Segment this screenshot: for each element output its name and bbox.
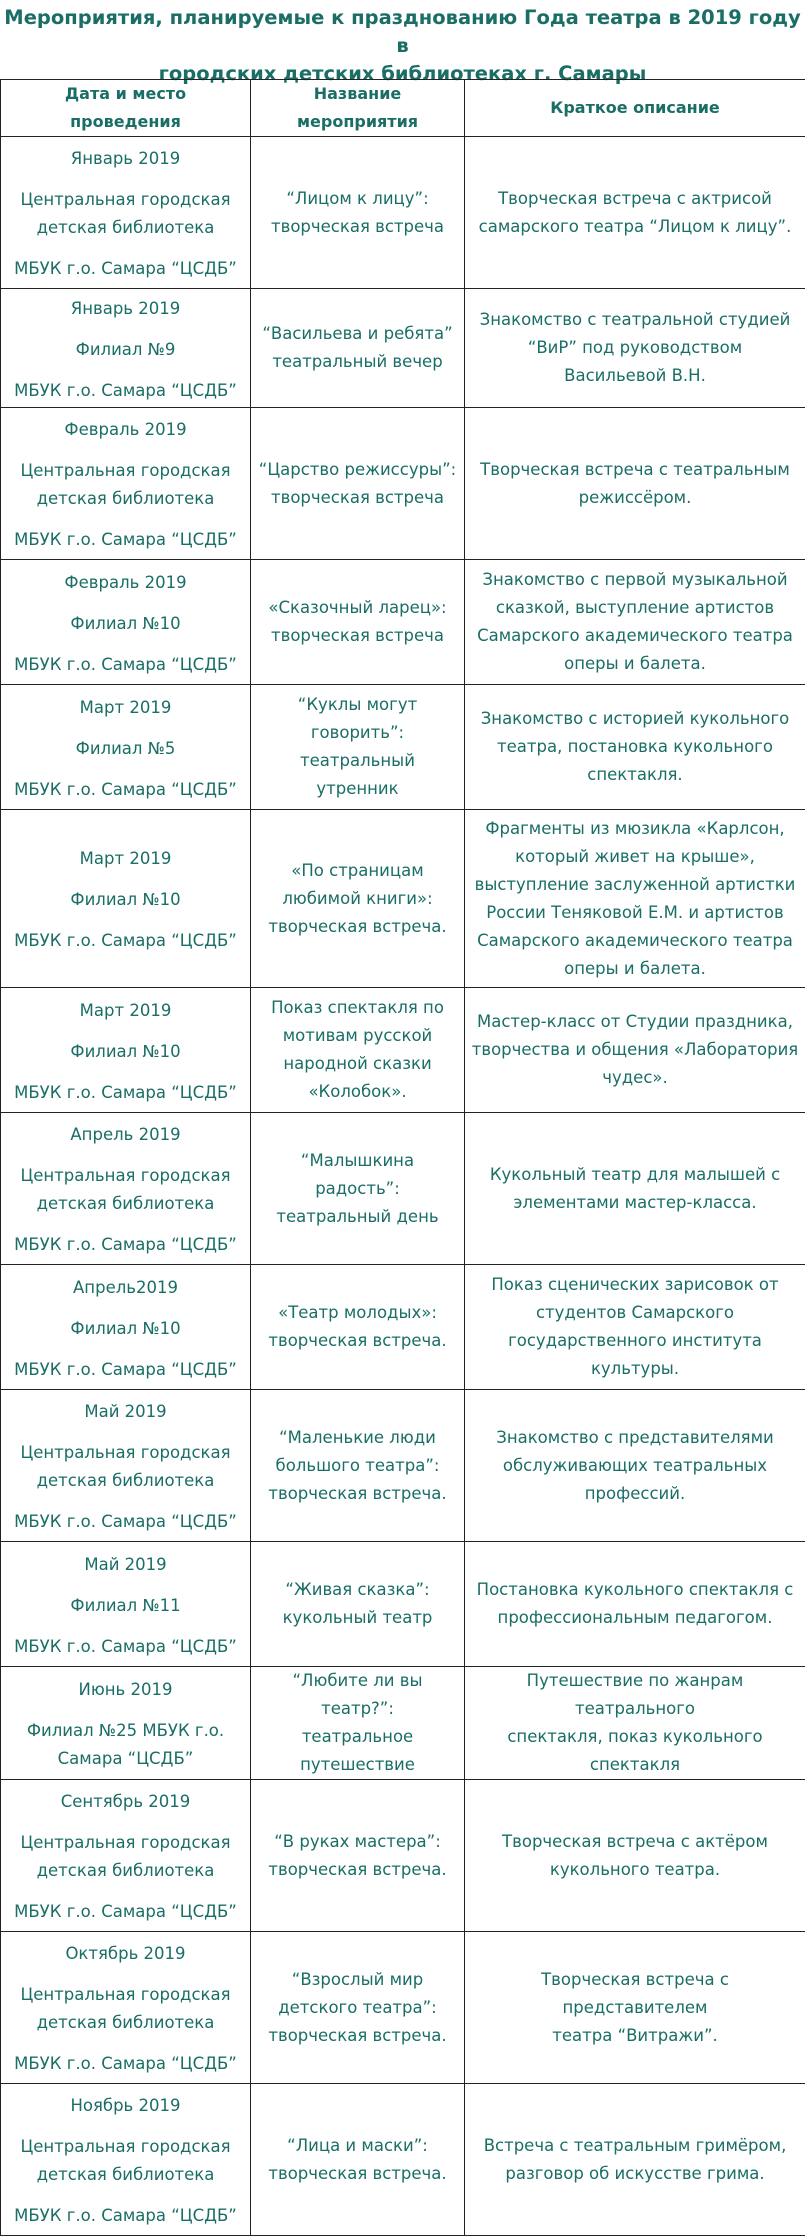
event-date: Февраль 2019 xyxy=(7,416,244,444)
event-name-line: “Лицом к лицу”: xyxy=(257,185,458,213)
event-name-line: путешествие xyxy=(257,1751,458,1779)
event-place: Филиал №10 xyxy=(7,1038,244,1066)
header-description: Краткое описание xyxy=(465,80,805,137)
event-date: Март 2019 xyxy=(7,845,244,873)
event-name-line: театральный вечер xyxy=(257,348,458,376)
description-line: Знакомство с театральной студией xyxy=(471,306,799,334)
description-line: Творческая встреча с актёром xyxy=(471,1828,799,1856)
table-body xyxy=(1,137,805,2236)
event-place: МБУК г.о. Самара “ЦСДБ” xyxy=(7,927,244,955)
event-name-line: «Театр молодых»: xyxy=(257,1299,458,1327)
description-line: кукольного театра. xyxy=(471,1856,799,1884)
event-name-line: “Куклы могут xyxy=(257,691,458,719)
event-place: МБУК г.о. Самара “ЦСДБ” xyxy=(7,255,244,283)
event-place: Центральная городская детская библиотека xyxy=(7,1162,244,1218)
event-place: Филиал №9 xyxy=(7,336,244,364)
event-name-cell xyxy=(251,137,465,289)
description-cell xyxy=(465,1113,805,1265)
table-row xyxy=(1,1542,805,1667)
event-name-line: “Любите ли вы театр?”: xyxy=(257,1667,458,1723)
event-name-line: мотивам русской xyxy=(257,1022,458,1050)
date-place-cell xyxy=(1,810,251,988)
date-place-cell xyxy=(1,988,251,1113)
event-date: Июнь 2019 xyxy=(7,1676,244,1704)
description-line: Встреча с театральным гримёром, xyxy=(471,2132,799,2160)
description-line: Знакомство с первой музыкальной xyxy=(471,566,799,594)
description-cell xyxy=(465,1780,805,1932)
table-row xyxy=(1,810,805,988)
event-name-line: творческая встреча. xyxy=(257,1327,458,1355)
date-place-cell xyxy=(1,1667,251,1780)
event-place: МБУК г.о. Самара “ЦСДБ” xyxy=(7,2202,244,2230)
table-row xyxy=(1,988,805,1113)
description-line: спектакля, показ кукольного xyxy=(471,1723,799,1751)
description-line: профессиональным педагогом. xyxy=(471,1604,799,1632)
event-name-cell xyxy=(251,560,465,685)
table-row xyxy=(1,289,805,408)
event-place: МБУК г.о. Самара “ЦСДБ” xyxy=(7,2050,244,2078)
description-cell xyxy=(465,560,805,685)
event-name-line: “Взрослый мир xyxy=(257,1966,458,1994)
event-name-line: “Живая сказка”: xyxy=(257,1576,458,1604)
event-name-line: «По страницам xyxy=(257,857,458,885)
event-name-line: театральное xyxy=(257,1723,458,1751)
event-name-line: «Колобок». xyxy=(257,1078,458,1106)
description-line: Мастер-класс от Студии праздника, xyxy=(471,1008,799,1036)
date-place-cell xyxy=(1,560,251,685)
event-date: Апрель 2019 xyxy=(7,1121,244,1149)
event-name-line: “Царство режиссуры”: xyxy=(257,456,458,484)
date-place-cell xyxy=(1,1780,251,1932)
event-place: МБУК г.о. Самара “ЦСДБ” xyxy=(7,1898,244,1926)
event-place: Филиал №11 xyxy=(7,1592,244,1620)
event-place: Центральная городская детская библиотека xyxy=(7,1829,244,1885)
event-name-line: театральный день xyxy=(257,1203,458,1231)
event-name-cell xyxy=(251,1667,465,1780)
event-name-line: творческая встреча xyxy=(257,484,458,512)
date-place-cell xyxy=(1,289,251,408)
event-place: МБУК г.о. Самара “ЦСДБ” xyxy=(7,1508,244,1536)
event-name-cell xyxy=(251,1265,465,1390)
table-header-row xyxy=(1,80,805,137)
description-line: выступление заслуженной артистки xyxy=(471,871,799,899)
date-place-cell xyxy=(1,1932,251,2084)
event-date: Январь 2019 xyxy=(7,295,244,323)
event-date: Октябрь 2019 xyxy=(7,1940,244,1968)
description-cell xyxy=(465,1932,805,2084)
event-place: Филиал №10 xyxy=(7,610,244,638)
event-name-cell xyxy=(251,988,465,1113)
description-line: оперы и балета. xyxy=(471,955,799,983)
date-place-cell xyxy=(1,1390,251,1542)
event-name-cell xyxy=(251,1932,465,2084)
table-row xyxy=(1,1265,805,1390)
description-line: оперы и балета. xyxy=(471,650,799,678)
description-line: студентов Самарского xyxy=(471,1299,799,1327)
description-line: режиссёром. xyxy=(471,484,799,512)
description-line: Показ сценических зарисовок от xyxy=(471,1271,799,1299)
event-date: Март 2019 xyxy=(7,694,244,722)
event-name-cell xyxy=(251,1780,465,1932)
description-cell xyxy=(465,289,805,408)
description-cell xyxy=(465,1265,805,1390)
title-line-2: городских детских библиотеках г. Самары xyxy=(0,60,805,88)
event-name-line: народной сказки xyxy=(257,1050,458,1078)
event-name-line: детского театра”: xyxy=(257,1994,458,2022)
description-line: спектакля. xyxy=(471,761,799,789)
event-place: Филиал №5 xyxy=(7,735,244,763)
table-row xyxy=(1,2084,805,2236)
date-place-cell xyxy=(1,1265,251,1390)
event-name-cell xyxy=(251,1542,465,1667)
header-date-place: Дата и место проведения xyxy=(1,80,251,137)
description-line: Творческая встреча с актрисой xyxy=(471,185,799,213)
event-name-line: “Лица и маски”: xyxy=(257,2132,458,2160)
event-place: Центральная городская детская библиотека xyxy=(7,2133,244,2189)
table-row xyxy=(1,1113,805,1265)
description-line: Фрагменты из мюзикла «Карлсон, xyxy=(471,815,799,843)
event-place: МБУК г.о. Самара “ЦСДБ” xyxy=(7,651,244,679)
event-name-line: “В руках мастера”: xyxy=(257,1828,458,1856)
event-place: Центральная городская детская библиотека xyxy=(7,186,244,242)
event-name-cell xyxy=(251,685,465,810)
event-date: Сентябрь 2019 xyxy=(7,1788,244,1816)
description-line: Самарского академического театра xyxy=(471,622,799,650)
description-cell xyxy=(465,1667,805,1780)
description-line: России Теняковой Е.М. и артистов xyxy=(471,899,799,927)
description-cell xyxy=(465,408,805,560)
event-name-line: любимой книги»: xyxy=(257,885,458,913)
description-line: театра, постановка кукольного xyxy=(471,733,799,761)
event-place: Центральная городская детская библиотека xyxy=(7,1981,244,2037)
date-place-cell xyxy=(1,1113,251,1265)
event-name-line: творческая встреча xyxy=(257,213,458,241)
description-line: творчества и общения «Лаборатория xyxy=(471,1036,799,1064)
event-place: МБУК г.о. Самара “ЦСДБ” xyxy=(7,1079,244,1107)
description-line: Знакомство с историей кукольного xyxy=(471,705,799,733)
events-table xyxy=(0,79,805,2236)
description-cell xyxy=(465,988,805,1113)
event-place: Филиал №25 МБУК г.о. Самара “ЦСДБ” xyxy=(7,1717,244,1773)
event-name-line: творческая встреча xyxy=(257,622,458,650)
table-row xyxy=(1,1667,805,1780)
date-place-cell xyxy=(1,2084,251,2236)
event-name-line: утренник xyxy=(257,775,458,803)
description-line: спектакля xyxy=(471,1751,799,1779)
document-title xyxy=(0,4,805,88)
description-line: который живет на крыше», xyxy=(471,843,799,871)
description-cell xyxy=(465,137,805,289)
table-row xyxy=(1,685,805,810)
event-name-cell xyxy=(251,289,465,408)
event-date: Ноябрь 2019 xyxy=(7,2092,244,2120)
event-name-cell xyxy=(251,408,465,560)
event-name-line: творческая встреча. xyxy=(257,1856,458,1884)
date-place-cell xyxy=(1,137,251,289)
description-cell xyxy=(465,1390,805,1542)
event-name-line: кукольный театр xyxy=(257,1604,458,1632)
table-row xyxy=(1,1932,805,2084)
description-cell xyxy=(465,810,805,988)
event-place: МБУК г.о. Самара “ЦСДБ” xyxy=(7,1231,244,1259)
description-cell xyxy=(465,2084,805,2236)
event-name-line: “Маленькие люди xyxy=(257,1424,458,1452)
description-line: элементами мастер-класса. xyxy=(471,1189,799,1217)
event-place: Центральная городская детская библиотека xyxy=(7,457,244,513)
description-line: Кукольный театр для малышей с xyxy=(471,1161,799,1189)
description-line: обслуживающих театральных xyxy=(471,1452,799,1480)
event-name-cell xyxy=(251,810,465,988)
table-row xyxy=(1,137,805,289)
table-row xyxy=(1,1780,805,1932)
description-line: “ВиР” под руководством xyxy=(471,334,799,362)
table-row xyxy=(1,560,805,685)
event-name-line: Показ спектакля по xyxy=(257,994,458,1022)
event-date: Март 2019 xyxy=(7,997,244,1025)
title-line-1: Мероприятия, планируемые к празднованию Года театра в 2019 году в xyxy=(0,4,805,60)
event-place: МБУК г.о. Самара “ЦСДБ” xyxy=(7,377,244,405)
header-event-name: Название мероприятия xyxy=(251,80,465,137)
event-place: Филиал №10 xyxy=(7,886,244,914)
description-line: разговор об искусстве грима. xyxy=(471,2160,799,2188)
event-name-cell xyxy=(251,1113,465,1265)
description-line: Самарского академического театра xyxy=(471,927,799,955)
event-date: Май 2019 xyxy=(7,1398,244,1426)
event-name-line: “Малышкина радость”: xyxy=(257,1147,458,1203)
description-line: сказкой, выступление артистов xyxy=(471,594,799,622)
event-name-line: творческая встреча. xyxy=(257,1480,458,1508)
description-line: Творческая встреча с театральным xyxy=(471,456,799,484)
event-name-line: творческая встреча. xyxy=(257,913,458,941)
description-line: Путешествие по жанрам театрального xyxy=(471,1667,799,1723)
event-place: МБУК г.о. Самара “ЦСДБ” xyxy=(7,526,244,554)
description-line: Васильевой В.Н. xyxy=(471,362,799,390)
event-name-cell xyxy=(251,1390,465,1542)
description-line: Постановка кукольного спектакля с xyxy=(471,1576,799,1604)
date-place-cell xyxy=(1,408,251,560)
event-date: Февраль 2019 xyxy=(7,569,244,597)
event-name-line: “Васильева и ребята” xyxy=(257,320,458,348)
description-line: чудес». xyxy=(471,1064,799,1092)
description-line: театра “Витражи”. xyxy=(471,2022,799,2050)
event-place: МБУК г.о. Самара “ЦСДБ” xyxy=(7,1633,244,1661)
event-name-line: большого театра”: xyxy=(257,1452,458,1480)
event-name-line: творческая встреча. xyxy=(257,2022,458,2050)
event-name-line: «Сказочный ларец»: xyxy=(257,594,458,622)
description-line: государственного института культуры. xyxy=(471,1327,799,1383)
event-place: Центральная городская детская библиотека xyxy=(7,1439,244,1495)
event-name-line: говорить”: театральный xyxy=(257,719,458,775)
description-cell xyxy=(465,1542,805,1667)
date-place-cell xyxy=(1,1542,251,1667)
event-place: Филиал №10 xyxy=(7,1315,244,1343)
description-line: профессий. xyxy=(471,1480,799,1508)
date-place-cell xyxy=(1,685,251,810)
event-name-cell xyxy=(251,2084,465,2236)
table-row xyxy=(1,1390,805,1542)
description-line: самарского театра “Лицом к лицу”. xyxy=(471,213,799,241)
event-name-line: творческая встреча. xyxy=(257,2160,458,2188)
event-date: Январь 2019 xyxy=(7,145,244,173)
description-line: Творческая встреча с представителем xyxy=(471,1966,799,2022)
description-cell xyxy=(465,685,805,810)
table-row xyxy=(1,408,805,560)
event-date: Май 2019 xyxy=(7,1551,244,1579)
event-place: МБУК г.о. Самара “ЦСДБ” xyxy=(7,776,244,804)
event-place: МБУК г.о. Самара “ЦСДБ” xyxy=(7,1356,244,1384)
event-date: Апрель2019 xyxy=(7,1274,244,1302)
description-line: Знакомство с представителями xyxy=(471,1424,799,1452)
